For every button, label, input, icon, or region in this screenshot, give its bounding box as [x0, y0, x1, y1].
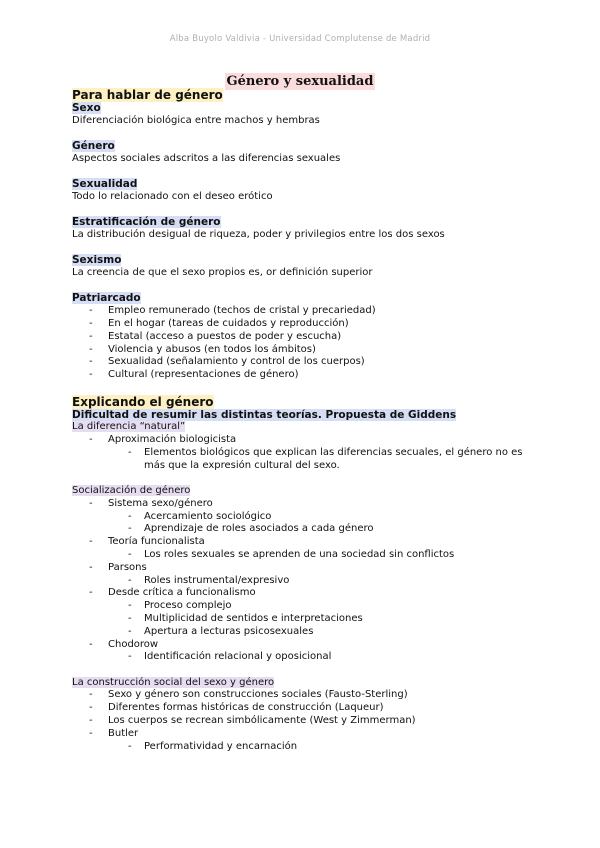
definition-text: Aspectos sociales adscritos a las diferencias sexuales [72, 152, 341, 164]
bullet-list [72, 305, 542, 382]
term: Género [72, 140, 115, 153]
list-item: - Sexualidad (señalamiento y control de los cuerpos) [72, 356, 542, 369]
list-item: - Violencia y abusos (en todos los ámbitos) [72, 344, 542, 357]
topic-label: La construcción social del sexo y género [72, 676, 275, 688]
list-subitem: - Multiplicidad de sentidos e interpretaciones [72, 613, 542, 626]
subheading: Dificultad de resumir las distintas teorías. Propuesta de Giddens [72, 408, 457, 421]
list-subitem: - Roles instrumental/expresivo [72, 575, 542, 588]
list-item: - Diferentes formas históricas de construcción (Laqueur) [72, 702, 542, 715]
topic-label: Socialización de género [72, 485, 191, 497]
list-item: - Empleo remunerado (techos de cristal y precariedad) [72, 305, 542, 318]
list-item: - Teoría funcionalista [72, 536, 542, 549]
term: Sexo [72, 102, 101, 114]
term: Sexualidad [72, 178, 138, 191]
section-heading: Explicando el género [72, 394, 214, 409]
document-title-wrap [0, 70, 600, 89]
list-subitem: - Apertura a lecturas psicosexuales [72, 626, 542, 639]
list-item: - Desde crítica a funcionalismo [72, 587, 542, 600]
list-subitem: - Identificación relacional y oposicional [72, 651, 542, 664]
list-item: - Estatal (acceso a puestos de poder y escucha) [72, 331, 542, 344]
list-item: - Sexo y género son construcciones sociales (Fausto-Sterling) [72, 689, 542, 702]
construccion-section [72, 677, 542, 754]
list-subitem: - Elementos biológicos que explican las diferencias secuales, el género no es más que la expresión cultural del sexo. [72, 447, 542, 473]
definition-text: La distribución desigual de riqueza, poder y privilegios entre los dos sexos [72, 229, 445, 241]
definition-patriarcado [72, 292, 542, 382]
definition-sexismo [72, 254, 542, 280]
list-item: - Butler [72, 728, 542, 741]
definition-sexo [72, 102, 542, 128]
list-item: - Los cuerpos se recrean simbólicamente (West y Zimmerman) [72, 715, 542, 728]
topic-label: La diferencia “natural” [72, 421, 186, 433]
list-subitem: - Acercamiento sociológico [72, 511, 542, 524]
definition-text: Todo lo relacionado con el deseo erótico [72, 190, 273, 202]
list-item: - En el hogar (tareas de cuidados y reproducción) [72, 318, 542, 331]
bullet-list [72, 689, 542, 753]
list-item: - Sistema sexo/género [72, 498, 542, 511]
term: Estratificación de género [72, 216, 221, 229]
list-item: - Parsons [72, 562, 542, 575]
term: Sexismo [72, 254, 122, 267]
section-heading: Para hablar de género [72, 88, 223, 102]
list-subitem: - Proceso complejo [72, 600, 542, 613]
definition-sexualidad [72, 178, 542, 204]
bullet-list [72, 434, 542, 472]
definition-text: Diferenciación biológica entre machos y hembras [72, 114, 320, 126]
term: Patriarcado [72, 292, 141, 305]
bullet-list [72, 498, 542, 664]
list-subitem: - Aprendizaje de roles asociados a cada género [72, 523, 542, 536]
page-header: Alba Buyolo Valdivia - Universidad Complutense de Madrid [169, 34, 431, 44]
list-item: - Chodorow [72, 639, 542, 652]
definition-text: La creencia de que el sexo propios es, or definición superior [72, 267, 373, 279]
list-item: - Cultural (representaciones de género) [72, 369, 542, 382]
document-body [72, 88, 542, 753]
socializacion-section [72, 485, 542, 664]
definition-estratificacion [72, 216, 542, 242]
definition-genero [72, 140, 542, 166]
natural-section [72, 421, 542, 472]
list-subitem: - Performatividad y encarnación [72, 741, 542, 754]
list-item: - Aproximación biologicista [72, 434, 542, 447]
document-title: Género y sexualidad [226, 74, 374, 89]
list-subitem: - Los roles sexuales se aprenden de una sociedad sin conflictos [72, 549, 542, 562]
